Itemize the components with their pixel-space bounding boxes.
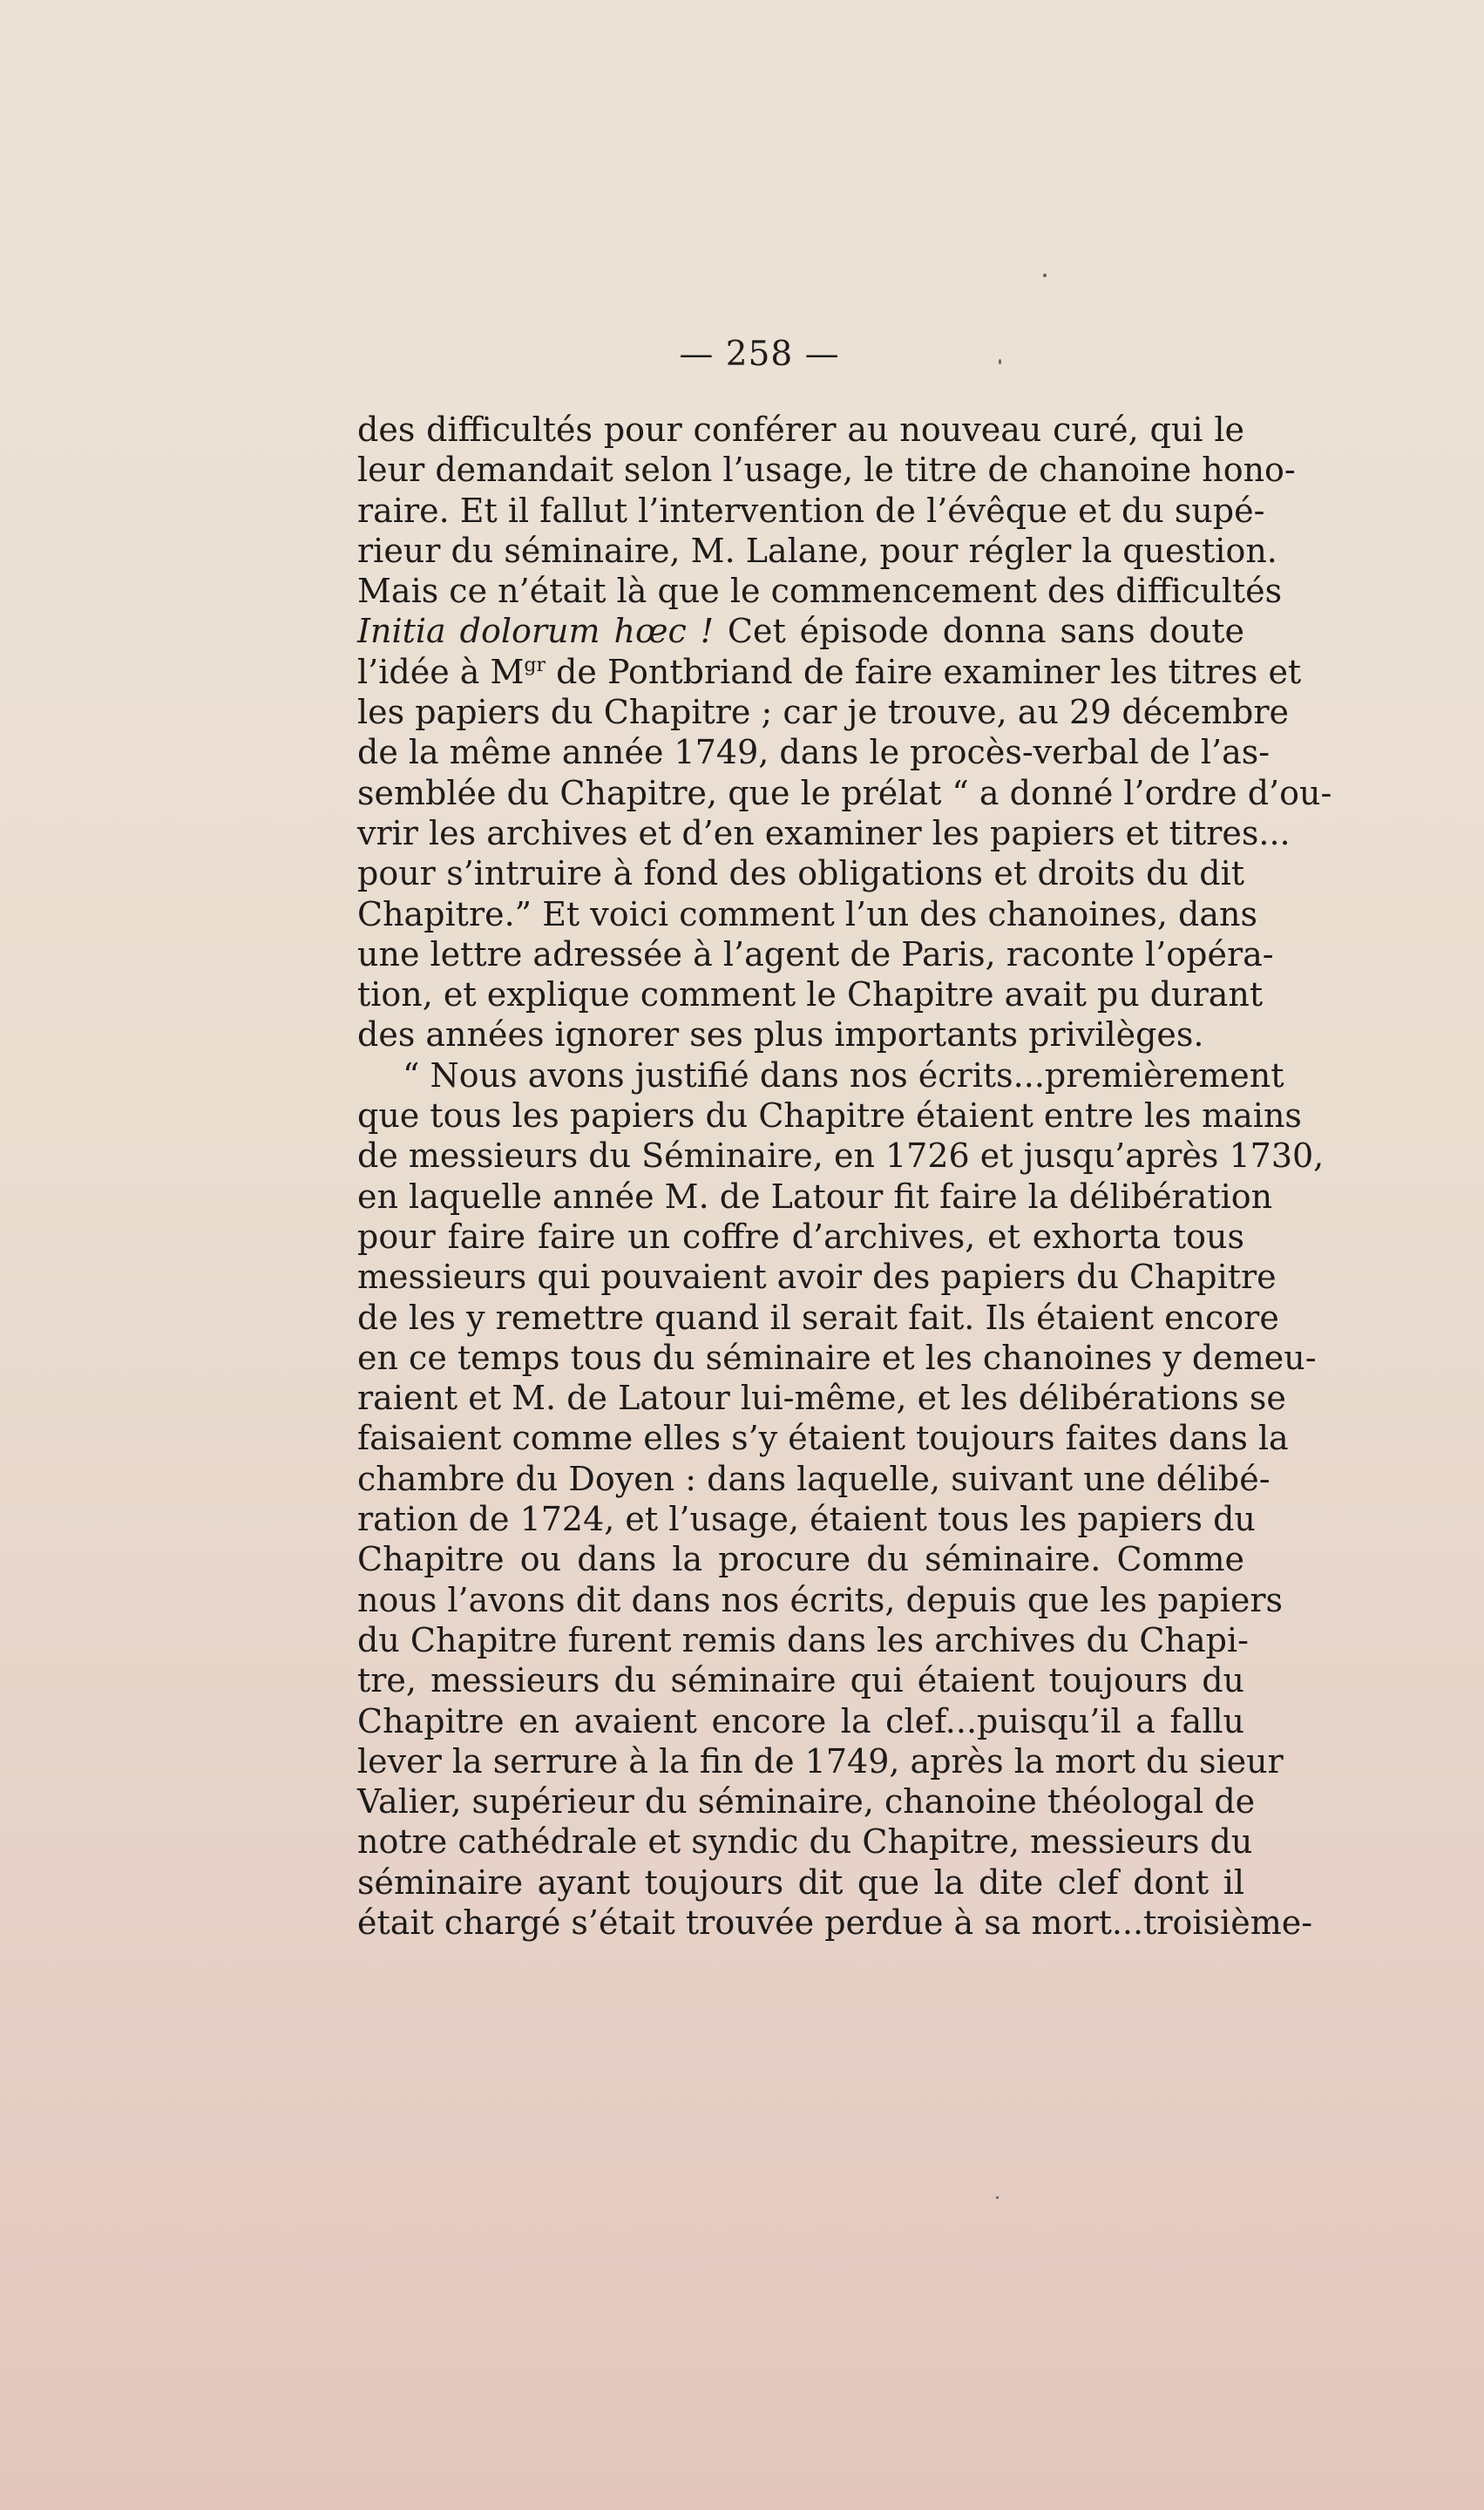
line-text: des années ignorer ses plus importants privilèges.	[357, 1015, 1204, 1055]
line-text: Chapitre en avaient encore la clef...puisqu’il a fallu	[357, 1701, 1244, 1740]
superscript: gr	[524, 654, 546, 676]
line-text: en ce temps tous du séminaire et les chanoines y demeu-	[357, 1338, 1317, 1377]
text-line	[357, 732, 1271, 772]
text-line	[357, 813, 1291, 853]
line-text: raire. Et il fallut l’intervention de l’évêque et du supé-	[357, 491, 1265, 530]
text-line	[357, 571, 1283, 611]
text-line	[357, 1378, 1286, 1418]
text-line	[357, 1096, 1302, 1136]
line-text: Chapitre ou dans la procure du séminaire. Comme	[357, 1540, 1244, 1579]
text-line	[357, 1660, 1244, 1700]
text-line	[357, 410, 1244, 450]
line-text: rieur du séminaire, M. Lalane, pour régler la question.	[357, 531, 1277, 570]
text-line	[357, 1701, 1244, 1741]
line-text: pour faire faire un coffre d’archives, et exhorta tous	[357, 1217, 1244, 1256]
line-prefix: l’idée à M	[357, 652, 525, 691]
text-line	[357, 773, 1332, 813]
text-line	[357, 1177, 1273, 1217]
line-text: tion, et explique comment le Chapitre avait pu durant	[357, 975, 1264, 1014]
line-text: vrir les archives et d’en examiner les papiers et titres...	[357, 813, 1291, 852]
line-text: du Chapitre furent remis dans les archives du Chapi-	[357, 1620, 1249, 1659]
text-line	[357, 1499, 1256, 1539]
line-text: était chargé s’était trouvée perdue à sa mort...troisième-	[357, 1903, 1313, 1942]
line-text: nous l’avons dit dans nos écrits, depuis que les papiers	[357, 1580, 1284, 1619]
text-line	[357, 1741, 1284, 1781]
text-line	[357, 974, 1264, 1014]
text-line	[357, 1862, 1244, 1903]
line-text: faisaient comme elles s’y étaient toujours faites dans la	[357, 1419, 1289, 1458]
text-line	[357, 1217, 1244, 1257]
text-line	[357, 652, 1302, 692]
line-text: semblée du Chapitre, que le prélat “ a donné l’ordre d’ou-	[357, 773, 1332, 812]
text-line	[357, 853, 1244, 893]
text-line	[357, 1055, 1284, 1096]
line-text: lever la serrure à la fin de 1749, après la mort du sieur	[357, 1741, 1284, 1781]
line-text: tre, messieurs du séminaire qui étaient toujours du	[357, 1661, 1244, 1700]
line-text: notre cathédrale et syndic du Chapitre, messieurs du	[357, 1822, 1253, 1862]
line-text: de la même année 1749, dans le procès-verbal de l’as-	[357, 733, 1271, 772]
text-line	[357, 491, 1265, 531]
text-line	[357, 894, 1257, 934]
body-text	[357, 410, 1332, 1943]
line-text: Chapitre.” Et voici comment l’un des chanoines, dans	[357, 894, 1257, 933]
line-text: ration de 1724, et l’usage, étaient tous les papiers du	[357, 1500, 1256, 1539]
line-text: que tous les papiers du Chapitre étaient entre les mains	[357, 1096, 1302, 1136]
text-line	[357, 1539, 1244, 1579]
line-text: Mais ce n’était là que le commencement des difficultés	[357, 572, 1283, 611]
line-text: “ Nous avons justifié dans nos écrits...premièrement	[403, 1055, 1284, 1095]
line-text: raient et M. de Latour lui-même, et les délibérations se	[357, 1379, 1286, 1418]
line-text: pour s’intruire à fond des obligations et droits du dit	[357, 854, 1244, 893]
text-line	[357, 1298, 1279, 1338]
line-text: une lettre adressée à l’agent de Paris, raconte l’opéra-	[357, 934, 1274, 973]
text-line	[357, 450, 1296, 490]
print-speck	[1043, 274, 1047, 277]
text-line	[357, 934, 1274, 974]
print-speck	[999, 359, 1001, 364]
text-line	[357, 1136, 1325, 1176]
text-line	[357, 531, 1277, 571]
text-line	[357, 1903, 1313, 1943]
line-text: messieurs qui pouvaient avoir des papiers du Chapitre	[357, 1258, 1277, 1297]
line-text: Valier, supérieur du séminaire, chanoine théologal de	[357, 1782, 1256, 1821]
text-line	[357, 1257, 1277, 1297]
text-line	[357, 1338, 1317, 1378]
print-speck	[996, 2196, 999, 2199]
line-text: de Pontbriand de faire examiner les titres et	[545, 652, 1302, 691]
line-text: de messieurs du Séminaire, en 1726 et jusqu’après 1730,	[357, 1136, 1325, 1176]
text-line	[357, 1781, 1256, 1821]
text-line	[357, 1580, 1284, 1620]
line-text: des difficultés pour conférer au nouveau curé, qui le	[357, 410, 1244, 449]
italic-phrase: Initia dolorum hœc !	[357, 612, 714, 651]
line-text: chambre du Doyen : dans laquelle, suivant une délibé-	[357, 1459, 1271, 1498]
text-line	[357, 1459, 1271, 1499]
line-text: Cet épisode donna sans doute	[714, 612, 1244, 651]
line-text: séminaire ayant toujours dit que la dite clef dont il	[357, 1862, 1244, 1902]
text-line	[357, 1620, 1249, 1660]
line-text: en laquelle année M. de Latour fit faire la délibération	[357, 1177, 1273, 1216]
line-text: les papiers du Chapitre ; car je trouve, au 29 décembre	[357, 693, 1290, 732]
text-line	[357, 692, 1290, 732]
page-number: — 258 —	[679, 335, 840, 374]
text-line	[357, 1014, 1244, 1055]
text-line	[357, 1821, 1253, 1862]
text-line	[357, 1418, 1289, 1458]
text-line	[357, 611, 1244, 651]
line-text: de les y remettre quand il serait fait. Ils étaient encore	[357, 1298, 1279, 1337]
line-text: leur demandait selon l’usage, le titre de chanoine hono-	[357, 451, 1296, 490]
